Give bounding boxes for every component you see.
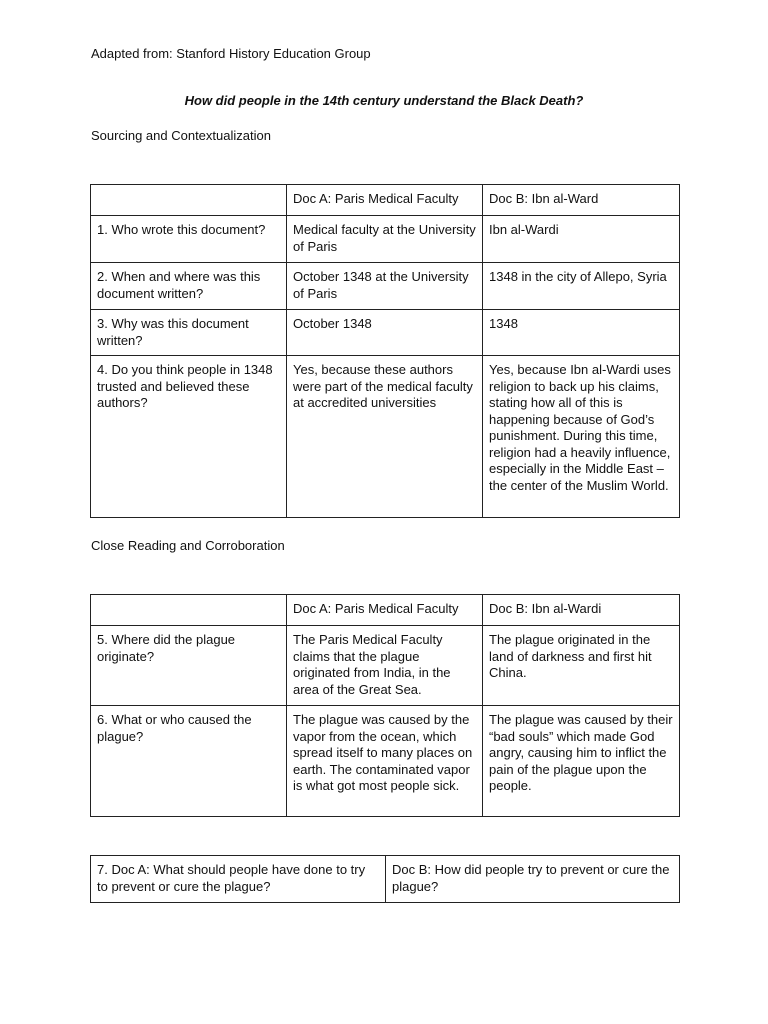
- question-cell: 1. Who wrote this document?: [91, 216, 287, 263]
- question-cell: 5. Where did the plague originate?: [91, 626, 287, 706]
- header-cell: Doc B: Ibn al-Ward: [483, 185, 680, 216]
- header-cell: Doc B: How did people try to prevent or cure the plague?: [386, 856, 680, 903]
- attribution: Adapted from: Stanford History Education Group: [91, 46, 371, 61]
- answer-cell: Medical faculty at the University of Paris: [287, 216, 483, 263]
- table-row: [91, 310, 680, 356]
- main-question: How did people in the 14th century understand the Black Death?: [184, 93, 584, 108]
- table-header-row: [91, 856, 680, 903]
- sourcing-table: [90, 184, 680, 518]
- answer-cell: The plague was caused by the vapor from the ocean, which spread itself to many places on earth. The contaminated vapor is what got most people sick.: [287, 706, 483, 817]
- close-reading-table: [90, 594, 680, 817]
- header-cell: Doc A: Paris Medical Faculty: [287, 595, 483, 626]
- answer-cell: The Paris Medical Faculty claims that the plague originated from India, in the area of the Great Sea.: [287, 626, 483, 706]
- table-row: [91, 216, 680, 263]
- answer-cell: Yes, because Ibn al-Wardi uses religion to back up his claims, stating how all of this is happening because of God’s punishment. During this time, religion had a heavily influence, especially in the Middle East – the center of the Muslim World.: [483, 356, 680, 518]
- header-cell: 7. Doc A: What should people have done to try to prevent or cure the plague?: [91, 856, 386, 903]
- prevention-table: [90, 855, 680, 903]
- header-cell: [91, 595, 287, 626]
- table-row: [91, 706, 680, 817]
- answer-cell: 1348 in the city of Allepo, Syria: [483, 263, 680, 310]
- section-title-close-reading: Close Reading and Corroboration: [91, 538, 285, 553]
- table-row: [91, 626, 680, 706]
- header-cell: Doc A: Paris Medical Faculty: [287, 185, 483, 216]
- answer-cell: Yes, because these authors were part of the medical faculty at accredited universities: [287, 356, 483, 518]
- header-cell: Doc B: Ibn al-Wardi: [483, 595, 680, 626]
- answer-cell: October 1348: [287, 310, 483, 356]
- section-title-sourcing: Sourcing and Contextualization: [91, 128, 271, 143]
- question-cell: 2. When and where was this document written?: [91, 263, 287, 310]
- table-header-row: [91, 595, 680, 626]
- question-cell: 3. Why was this document written?: [91, 310, 287, 356]
- table-row: [91, 356, 680, 518]
- answer-cell: Ibn al-Wardi: [483, 216, 680, 263]
- table-row: [91, 263, 680, 310]
- header-cell: [91, 185, 287, 216]
- answer-cell: October 1348 at the University of Paris: [287, 263, 483, 310]
- answer-cell: The plague was caused by their “bad souls” which made God angry, causing him to inflict the pain of the plague upon the people.: [483, 706, 680, 817]
- question-cell: 4. Do you think people in 1348 trusted and believed these authors?: [91, 356, 287, 518]
- answer-cell: The plague originated in the land of darkness and first hit China.: [483, 626, 680, 706]
- table-header-row: [91, 185, 680, 216]
- question-cell: 6. What or who caused the plague?: [91, 706, 287, 817]
- answer-cell: 1348: [483, 310, 680, 356]
